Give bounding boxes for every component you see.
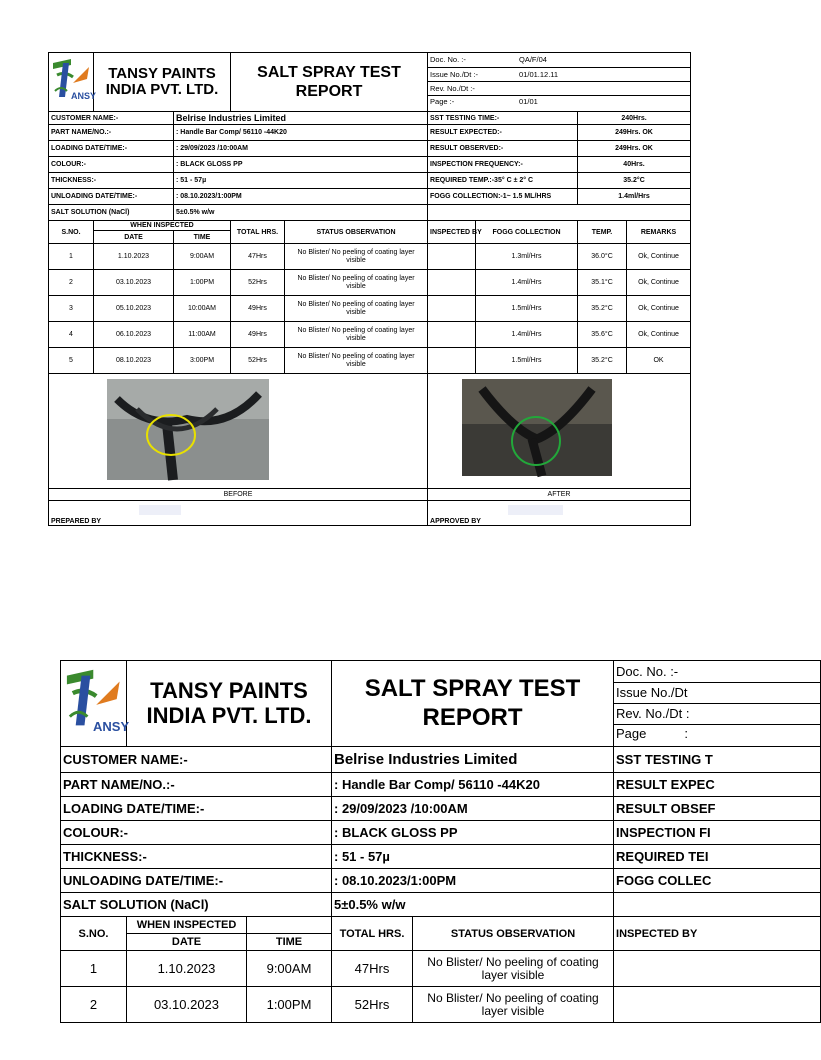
- col-total-hrs: TOTAL HRS.: [231, 221, 285, 244]
- temp-value: 35.2°C: [578, 173, 691, 189]
- temp-label: REQUIRED TEMP.:-35° C ± 2° C: [428, 173, 578, 189]
- col-inspected-by-zoomed: INSPECTED BY: [614, 917, 821, 951]
- row-temp: 35.2°C: [578, 348, 627, 374]
- loading-value-zoomed: : 29/09/2023 /10:00AM: [332, 797, 614, 821]
- row-time: 3:00PM: [174, 348, 231, 374]
- row-status: No Blister/ No peeling of coating layer visible: [285, 348, 428, 374]
- table-row: [61, 987, 821, 1023]
- unloading-label-zoomed: UNLOADING DATE/TIME:-: [61, 869, 332, 893]
- row-time: 9:00AM: [174, 244, 231, 270]
- doc-info-table: [428, 53, 690, 108]
- doc-no-label: Doc. No. :-: [428, 53, 517, 67]
- after-photo-cell: [428, 374, 691, 489]
- row-date: 03.10.2023: [94, 270, 174, 296]
- after-label: AFTER: [428, 489, 691, 501]
- row-temp: 36.0°C: [578, 244, 627, 270]
- row-fogg: 1.5ml/Hrs: [476, 296, 578, 322]
- report-table: [48, 52, 691, 526]
- logo-cell: [49, 53, 97, 112]
- report-title-line1: SALT SPRAY TEST: [257, 63, 401, 81]
- row-hrs: 49Hrs: [231, 322, 285, 348]
- observed-value: 249Hrs. OK: [578, 141, 691, 157]
- part-value: : Handle Bar Comp/ 56110 -44K20: [174, 125, 428, 141]
- row-temp: 35.2°C: [578, 296, 627, 322]
- freq-value: 40Hrs.: [578, 157, 691, 173]
- customer-label: CUSTOMER NAME:-: [49, 112, 174, 125]
- report-table-zoomed: [60, 660, 821, 1023]
- loading-label-zoomed: LOADING DATE/TIME:-: [61, 797, 332, 821]
- row-remarks: Ok, Continue: [627, 270, 691, 296]
- salt-value-zoomed: 5±0.5% w/w: [332, 893, 614, 917]
- row-remarks: OK: [627, 348, 691, 374]
- col-when-inspected: WHEN INSPECTED: [94, 221, 231, 231]
- row-temp: 35.6°C: [578, 322, 627, 348]
- row-inspected: [428, 244, 476, 270]
- table-row: [49, 322, 691, 348]
- row-time: 11:00AM: [174, 322, 231, 348]
- part-label: PART NAME/NO.:-: [49, 125, 174, 141]
- part-value-zoomed: : Handle Bar Comp/ 56110 -44K20: [332, 773, 614, 797]
- colour-value-zoomed: : BLACK GLOSS PP: [332, 821, 614, 845]
- col-time-zoomed: TIME: [247, 934, 332, 951]
- issue-value: 01/01.12.11: [517, 67, 690, 81]
- row-hrs: 52Hrs: [231, 270, 285, 296]
- rev-label: Rev. No./Dt :-: [428, 81, 517, 95]
- row-hrs: 47Hrs: [231, 244, 285, 270]
- doc-no-label-zoomed: Doc. No. :-: [614, 661, 820, 682]
- report-title-zoomed-line1: SALT SPRAY TEST: [364, 674, 581, 702]
- col-sno-zoomed: S.NO.: [61, 917, 127, 951]
- empty-cell: [428, 205, 691, 221]
- page-value: 01/01: [519, 97, 538, 107]
- row-inspected: [428, 270, 476, 296]
- company-name-zoomed-line1: TANSY PAINTS: [150, 678, 308, 704]
- row-remarks: Ok, Continue: [627, 244, 691, 270]
- report-page-full: [48, 52, 690, 538]
- col-fogg: FOGG COLLECTION: [476, 221, 578, 244]
- after-photo-image: [462, 379, 612, 476]
- doc-no-value: QA/F/04: [517, 53, 690, 67]
- row-fogg: 1.5ml/Hrs: [476, 348, 578, 374]
- freq-label: INSPECTION FREQUENCY:-: [428, 157, 578, 173]
- sst-value: 240Hrs.: [578, 112, 691, 125]
- company-name-zoomed: [127, 661, 332, 747]
- row-remarks: Ok, Continue: [627, 296, 691, 322]
- sst-label-zoomed: SST TESTING T: [614, 747, 821, 773]
- row-fogg: 1.3ml/Hrs: [476, 244, 578, 270]
- thickness-value: : 51 - 57µ: [174, 173, 428, 189]
- row-temp: 35.1°C: [578, 270, 627, 296]
- report-title-zoomed: [332, 661, 614, 747]
- thickness-label-zoomed: THICKNESS:-: [61, 845, 332, 869]
- company-name-line1: TANSY PAINTS: [108, 64, 216, 82]
- unloading-label: UNLOADING DATE/TIME:-: [49, 189, 174, 205]
- row-remarks: Ok, Continue: [627, 322, 691, 348]
- salt-label-zoomed: SALT SOLUTION (NaCl): [61, 893, 332, 917]
- doc-info-zoomed: [614, 661, 821, 747]
- row-inspected-zoomed: [614, 987, 821, 1023]
- row-inspected: [428, 296, 476, 322]
- col-temp: TEMP.: [578, 221, 627, 244]
- before-photo-cell: [49, 374, 428, 489]
- freq-label-zoomed: INSPECTION FI: [614, 821, 821, 845]
- customer-value: Belrise Industries Limited: [174, 112, 428, 125]
- row-sno: 2: [49, 270, 94, 296]
- thickness-value-zoomed: : 51 - 57µ: [332, 845, 614, 869]
- row-date: 08.10.2023: [94, 348, 174, 374]
- customer-value-zoomed: Belrise Industries Limited: [332, 747, 614, 773]
- temp-label-zoomed: REQUIRED TEI: [614, 845, 821, 869]
- colour-label: COLOUR:-: [49, 157, 174, 173]
- logo-text: ANSY: [71, 91, 97, 101]
- sst-label: SST TESTING TIME:-: [428, 112, 578, 125]
- prepared-signature: [139, 505, 181, 515]
- customer-label-zoomed: CUSTOMER NAME:-: [61, 747, 332, 773]
- report-title-zoomed-line2: REPORT: [422, 703, 523, 731]
- row-status: No Blister/ No peeling of coating layer visible: [285, 270, 428, 296]
- company-name-line2: INDIA PVT. LTD.: [105, 81, 219, 98]
- row-status-zoomed: No Blister/ No peeling of coating layer visible: [413, 951, 614, 987]
- logo-cell-zoomed: [61, 661, 130, 747]
- issue-label-zoomed: Issue No./Dt: [614, 682, 820, 703]
- unloading-value-zoomed: : 08.10.2023/1:00PM: [332, 869, 614, 893]
- row-time: 10:00AM: [174, 296, 231, 322]
- fogg-value: 1.4ml/Hrs: [578, 189, 691, 205]
- colour-value: : BLACK GLOSS PP: [174, 157, 428, 173]
- before-label: BEFORE: [49, 489, 428, 501]
- prepared-by: [49, 501, 428, 526]
- row-sno: 3: [49, 296, 94, 322]
- table-row: [61, 951, 821, 987]
- col-inspected-by: INSPECTED BY: [428, 221, 476, 244]
- table-row: [49, 348, 691, 374]
- row-status: No Blister/ No peeling of coating layer visible: [285, 296, 428, 322]
- salt-label: SALT SOLUTION (NaCl): [49, 205, 174, 221]
- page-label-zoomed: [614, 724, 820, 742]
- issue-label: Issue No./Dt :-: [428, 67, 517, 81]
- row-date-zoomed: 03.10.2023: [127, 987, 247, 1023]
- loading-label: LOADING DATE/TIME:-: [49, 141, 174, 157]
- row-fogg: 1.4ml/Hrs: [476, 270, 578, 296]
- row-time-zoomed: 9:00AM: [247, 951, 332, 987]
- row-inspected-zoomed: [614, 951, 821, 987]
- report-title-line2: REPORT: [295, 83, 363, 100]
- table-row: [49, 296, 691, 322]
- rev-label-zoomed: Rev. No./Dt :: [614, 703, 820, 724]
- page-label-zoomed-colon: :: [684, 725, 689, 741]
- page-label: Page :-: [430, 97, 455, 107]
- company-name: [94, 53, 231, 112]
- approved-by: [428, 501, 691, 526]
- salt-value: 5±0.5% w/w: [174, 205, 428, 221]
- colour-label-zoomed: COLOUR:-: [61, 821, 332, 845]
- col-status-zoomed: STATUS OBSERVATION: [413, 917, 614, 951]
- row-date: 05.10.2023: [94, 296, 174, 322]
- doc-info-cell: [428, 53, 691, 112]
- row-sno: 4: [49, 322, 94, 348]
- row-sno-zoomed: 2: [61, 987, 127, 1023]
- approved-signature: [508, 505, 563, 515]
- empty-cell-zoomed: [614, 893, 821, 917]
- row-hrs-zoomed: 52Hrs: [332, 987, 413, 1023]
- expected-label-zoomed: RESULT EXPEC: [614, 773, 821, 797]
- fogg-label: FOGG COLLECTION:-1~ 1.5 ML/HRS: [428, 189, 578, 205]
- fogg-label-zoomed: FOGG COLLEC: [614, 869, 821, 893]
- col-when-inspected-zoomed: WHEN INSPECTED: [127, 917, 247, 934]
- row-inspected: [428, 348, 476, 374]
- col-status: STATUS OBSERVATION: [285, 221, 428, 244]
- col-total-hrs-zoomed: TOTAL HRS.: [332, 917, 413, 951]
- expected-label: RESULT EXPECTED:-: [428, 125, 578, 141]
- col-remarks: REMARKS: [627, 221, 691, 244]
- row-hrs-zoomed: 47Hrs: [332, 951, 413, 987]
- approved-by-label: APPROVED BY: [430, 518, 481, 525]
- col-time: TIME: [174, 231, 231, 244]
- row-status: No Blister/ No peeling of coating layer visible: [285, 244, 428, 270]
- row-inspected: [428, 322, 476, 348]
- thickness-label: THICKNESS:-: [49, 173, 174, 189]
- row-status: No Blister/ No peeling of coating layer visible: [285, 322, 428, 348]
- prepared-by-label: PREPARED BY: [51, 518, 102, 525]
- col-time-top-zoomed: [247, 917, 332, 934]
- part-label-zoomed: PART NAME/NO.:-: [61, 773, 332, 797]
- report-page-zoomed: [60, 660, 780, 1060]
- rev-value: [517, 81, 690, 95]
- table-row: [49, 270, 691, 296]
- loading-value: : 29/09/2023 /10:00AM: [174, 141, 428, 157]
- before-photo-image: [107, 379, 269, 480]
- col-sno: S.NO.: [49, 221, 94, 244]
- col-date: DATE: [94, 231, 174, 244]
- row-sno: 1: [49, 244, 94, 270]
- doc-info-table-zoomed: [614, 661, 820, 742]
- row-date: 06.10.2023: [94, 322, 174, 348]
- row-date-zoomed: 1.10.2023: [127, 951, 247, 987]
- observed-label-zoomed: RESULT OBSEF: [614, 797, 821, 821]
- page-label-zoomed-text: Page: [616, 725, 647, 741]
- logo-text-zoomed: ANSY: [93, 719, 130, 734]
- col-date-zoomed: DATE: [127, 934, 247, 951]
- row-hrs: 49Hrs: [231, 296, 285, 322]
- row-time-zoomed: 1:00PM: [247, 987, 332, 1023]
- row-time: 1:00PM: [174, 270, 231, 296]
- observed-label: RESULT OBSERVED:-: [428, 141, 578, 157]
- expected-value: 249Hrs. OK: [578, 125, 691, 141]
- row-status-zoomed: No Blister/ No peeling of coating layer visible: [413, 987, 614, 1023]
- report-title: [231, 53, 428, 112]
- company-name-zoomed-line2: INDIA PVT. LTD.: [146, 702, 312, 728]
- row-sno: 5: [49, 348, 94, 374]
- row-date: 1.10.2023: [94, 244, 174, 270]
- row-hrs: 52Hrs: [231, 348, 285, 374]
- unloading-value: : 08.10.2023/1:00PM: [174, 189, 428, 205]
- table-row: [49, 244, 691, 270]
- row-fogg: 1.4ml/Hrs: [476, 322, 578, 348]
- row-sno-zoomed: 1: [61, 951, 127, 987]
